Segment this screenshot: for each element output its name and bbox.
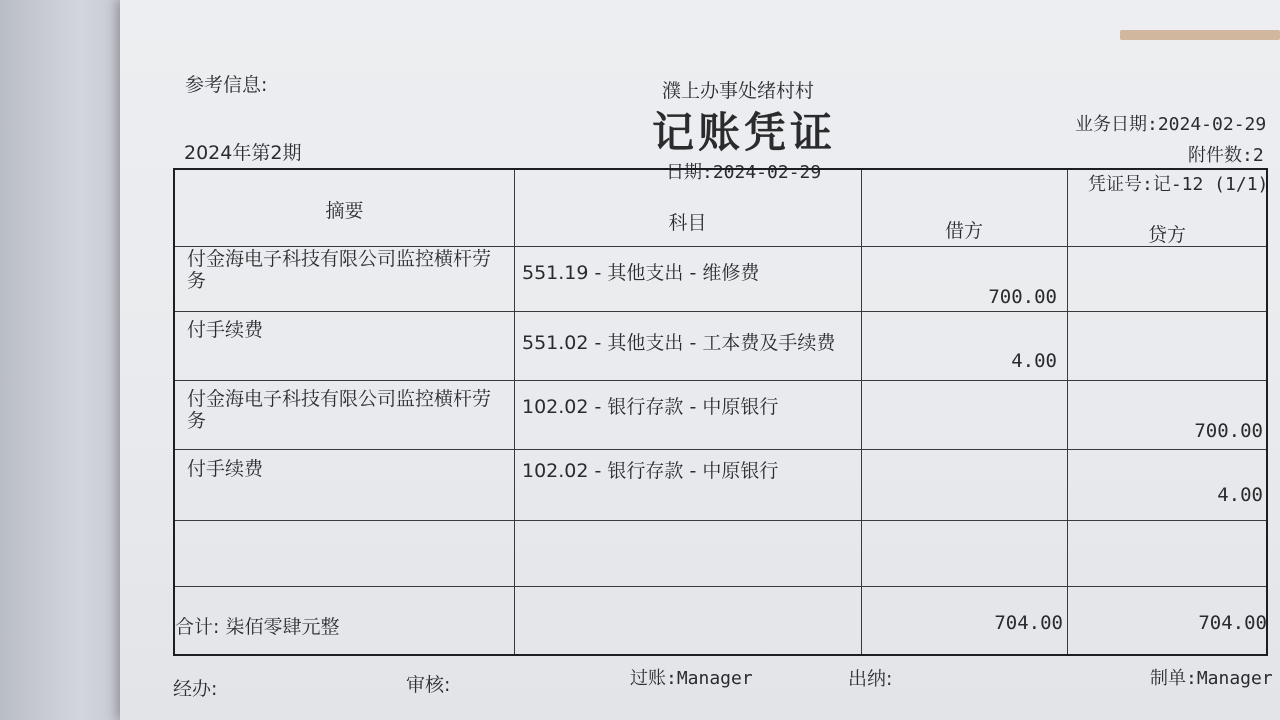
- column-header-summary: 摘要: [325, 200, 364, 222]
- business-date: 业务日期:2024-02-29: [1075, 114, 1267, 135]
- row-1-debit: 700.00: [988, 286, 1057, 308]
- cashier-label: 出纳:: [848, 668, 893, 690]
- row-1-account: 551.19 - 其他支出 - 维修费: [522, 262, 760, 284]
- total-label: 合计: 柒佰零肆元整: [175, 616, 340, 638]
- prepared-by: 制单:Manager: [1150, 668, 1273, 689]
- left-page-edge: [0, 0, 135, 720]
- total-debit: 704.00: [994, 612, 1063, 634]
- period-label: 2024年第2期: [184, 142, 302, 164]
- voucher-table: [173, 168, 1268, 656]
- voucher-number: 凭证号:记-12 (1/1): [1088, 174, 1269, 195]
- row-3-account: 102.02 - 银行存款 - 中原银行: [522, 396, 779, 418]
- column-header-account: 科目: [668, 212, 707, 234]
- column-header-credit: 贷方: [1147, 224, 1186, 246]
- row-2-summary: 付手续费: [187, 319, 264, 341]
- reviewer-label: 审核:: [406, 674, 451, 696]
- row-4-summary: 付手续费: [187, 458, 264, 480]
- row-2-account: 551.02 - 其他支出 - 工本费及手续费: [522, 332, 836, 354]
- organization-name: 濮上办事处绪村村: [662, 80, 815, 102]
- row-4-credit: 4.00: [1217, 484, 1263, 506]
- tape-strip: [1120, 30, 1280, 40]
- voucher-title: 记账凭证: [652, 108, 837, 157]
- attachment-count: 附件数:2: [1188, 145, 1264, 166]
- row-1-summary: 付金海电子科技有限公司监控横杆劳务: [187, 248, 492, 292]
- row-3-summary: 付金海电子科技有限公司监控横杆劳务: [187, 388, 492, 432]
- handler-label: 经办:: [173, 678, 218, 700]
- reference-label: 参考信息:: [185, 74, 268, 96]
- row-4-account: 102.02 - 银行存款 - 中原银行: [522, 460, 779, 482]
- total-credit: 704.00: [1198, 612, 1267, 634]
- voucher-date: 日期:2024-02-29: [666, 162, 822, 183]
- posted-by: 过账:Manager: [630, 668, 753, 689]
- column-header-debit: 借方: [944, 220, 983, 242]
- row-3-credit: 700.00: [1194, 420, 1263, 442]
- row-2-debit: 4.00: [1011, 350, 1057, 372]
